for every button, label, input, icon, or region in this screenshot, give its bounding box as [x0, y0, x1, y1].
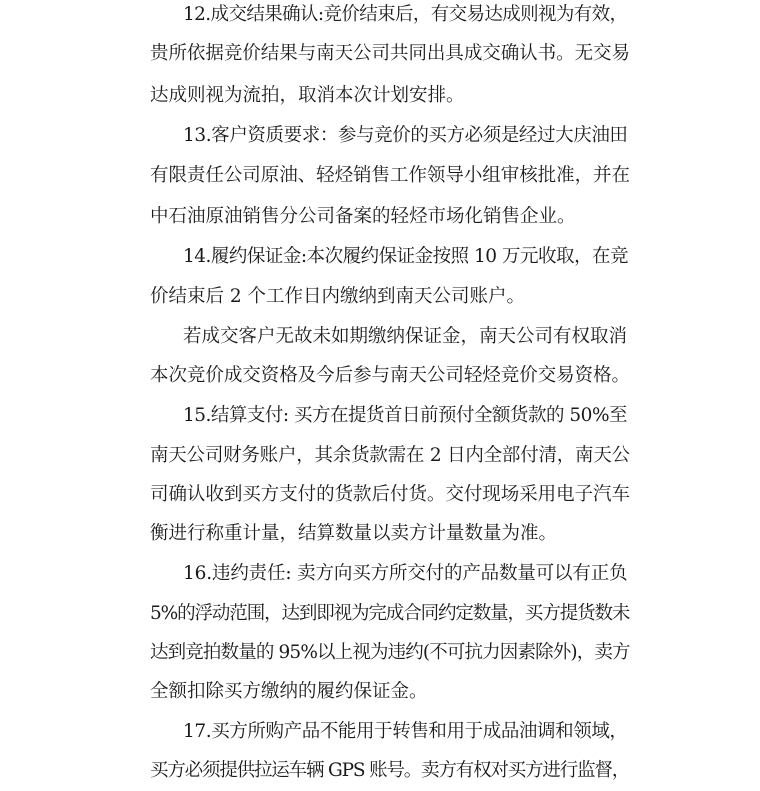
clause-15-line-2: 南天公司财务账户，其余货款需在 2 日内全部付清，南天公: [150, 445, 630, 466]
clause-12-line-1: 12.成交结果确认:竞价结束后，有交易达成则视为有效，: [183, 4, 628, 25]
clause-14b-line-2: 本次竞价成交资格及今后参与南天公司轻烃竞价交易资格。: [150, 365, 630, 386]
clause-15-line-1: 15.结算支付: 买方在提货首日前预付全额货款的 50%至: [183, 405, 628, 426]
clause-15-line-3: 司确认收到买方支付的货款后付货。交付现场采用电子汽车: [150, 484, 630, 505]
clause-13-line-3: 中石油原油销售分公司备案的轻烃市场化销售企业。: [150, 206, 576, 227]
clause-16-line-2: 5%的浮动范围，达到即视为完成合同约定数量，买方提货数未: [150, 603, 630, 624]
clause-17-line-2: 买方必须提供拉运车辆 GPS 账号。卖方有权对买方进行监督，: [150, 760, 630, 781]
clause-14-line-1: 14.履约保证金:本次履约保证金按照 10 万元收取，在竞: [183, 246, 628, 267]
clause-12-line-2: 贵所依据竞价结果与南天公司共同出具成交确认书。无交易: [150, 43, 630, 64]
clause-14-line-2: 价结束后 2 个工作日内缴纳到南天公司账户。: [150, 286, 526, 307]
clause-12-line-3: 达成则视为流拍，取消本次计划安排。: [150, 85, 465, 106]
clause-16-line-4: 全额扣除买方缴纳的履约保证金。: [150, 681, 428, 702]
clause-17-line-1: 17.买方所购产品不能用于转售和用于成品油调和领域，: [183, 721, 628, 742]
clause-14b-line-1: 若成交客户无故未如期缴纳保证金，南天公司有权取消: [183, 326, 628, 347]
clause-13-line-1: 13.客户资质要求：参与竞价的买方必须是经过大庆油田: [183, 125, 628, 146]
clause-15-line-4: 衡进行称重计量，结算数量以卖方计量数量为准。: [150, 523, 558, 544]
clause-13-line-2: 有限责任公司原油、轻烃销售工作领导小组审核批准，并在: [150, 165, 630, 186]
clause-16-line-3: 达到竞拍数量的 95%以上视为违约(不可抗力因素除外)，卖方: [150, 642, 630, 663]
clause-16-line-1: 16.违约责任: 卖方向买方所交付的产品数量可以有正负: [183, 563, 628, 584]
